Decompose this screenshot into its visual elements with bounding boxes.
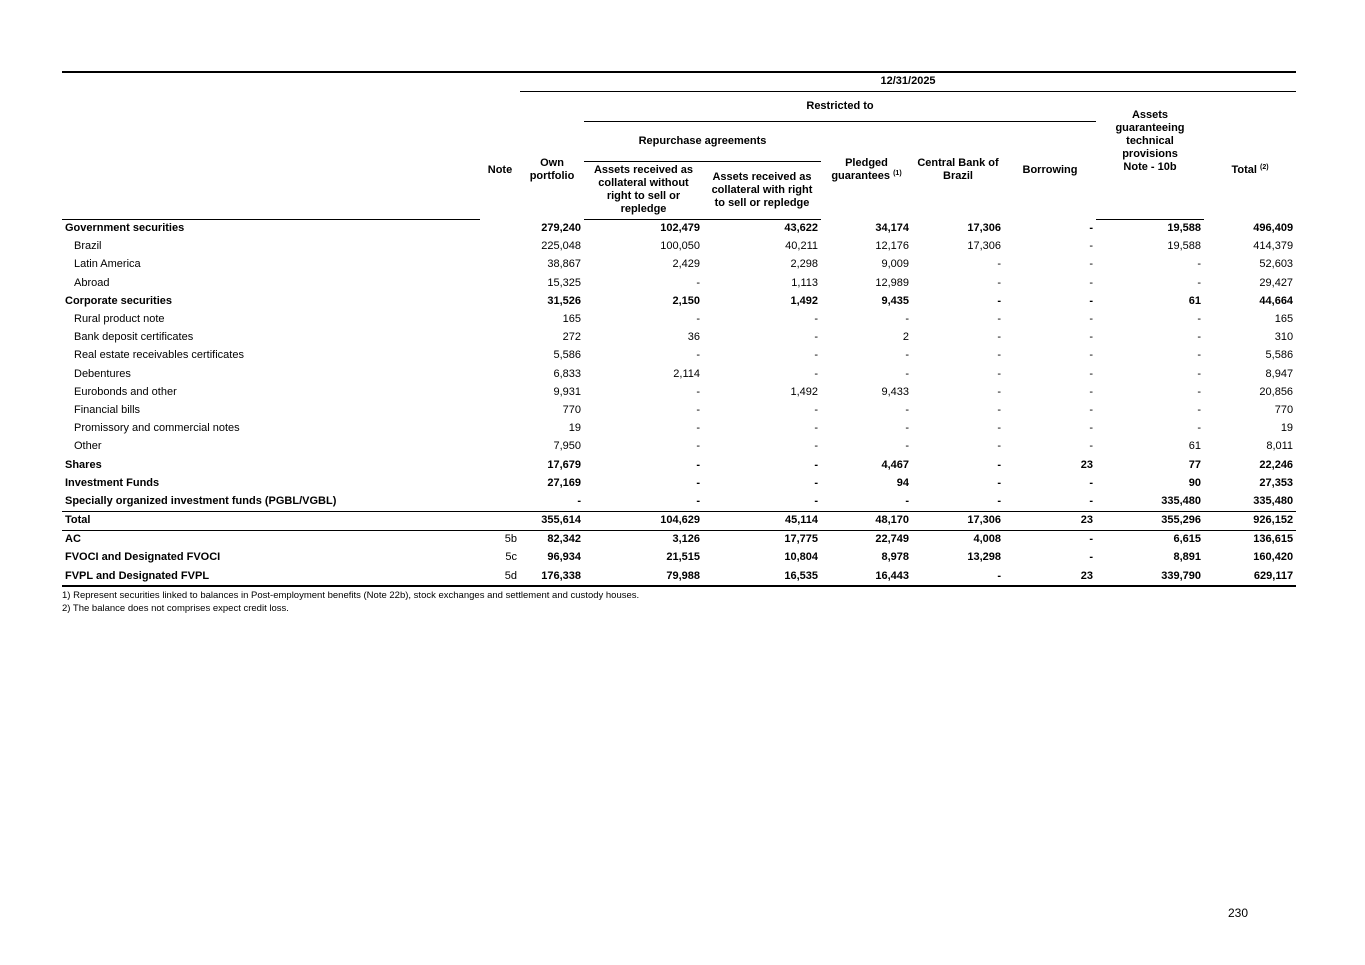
cell-borrowing: -: [1089, 331, 1093, 344]
table-row: [62, 474, 1296, 492]
cell-own: 7,950: [553, 440, 581, 453]
cell-assets: -: [1197, 349, 1201, 362]
row-note: [480, 347, 520, 365]
cell-borrowing: -: [1089, 221, 1093, 234]
cell-a1: 36: [687, 331, 700, 344]
cell-own: 38,867: [547, 258, 581, 271]
cell-cb: 13,298: [967, 551, 1001, 564]
cell-a1: 104,629: [584, 511, 703, 530]
table-row: [62, 438, 1296, 456]
cell-borrowing: 23: [1004, 567, 1096, 586]
total-header: [1204, 121, 1296, 219]
cell-own: 770: [562, 403, 581, 416]
cell-total: 136,615: [1253, 533, 1294, 546]
row-label: Bank deposit certificates: [74, 331, 194, 344]
cell-total: 8,947: [1265, 367, 1294, 380]
row-note: [480, 292, 520, 310]
row-label: Promissory and commercial notes: [74, 422, 240, 435]
cell-a1: 2,150: [672, 294, 700, 307]
cell-pledged: 12,989: [875, 276, 909, 289]
cell-pledged: 8,978: [881, 551, 909, 564]
cell-pledged: 9,435: [881, 294, 909, 307]
table-row: [62, 347, 1296, 365]
cell-borrowing: -: [1089, 551, 1093, 564]
row-label: AC: [65, 533, 81, 546]
cell-cb: -: [997, 294, 1001, 307]
restricted-to-header: Restricted to: [584, 91, 1096, 121]
cell-borrowing: -: [1089, 422, 1093, 435]
cell-own: 31,526: [547, 294, 581, 307]
table-row: [62, 383, 1296, 401]
row-label: FVPL and Designated FVPL: [62, 567, 480, 586]
cell-total: 44,664: [1259, 294, 1294, 307]
cell-a1: -: [696, 458, 700, 471]
cell-borrowing: 23: [1004, 511, 1096, 530]
cell-total: 22,246: [1259, 458, 1294, 471]
cell-assets: 19,588: [1167, 240, 1201, 253]
row-label: Other: [74, 440, 102, 453]
cell-borrowing: -: [1089, 533, 1093, 546]
cell-a2: -: [814, 367, 818, 380]
row-label: Specially organized investment funds (PGBL/VGBL): [65, 494, 337, 507]
cell-a2: 2,298: [790, 258, 818, 271]
table-row: [62, 401, 1296, 419]
cell-own: 9,931: [553, 385, 581, 398]
table-row: [62, 274, 1296, 292]
cell-a2: 1,492: [790, 385, 818, 398]
cell-a2: -: [814, 313, 818, 326]
table-row: [62, 256, 1296, 274]
cell-own: 82,342: [547, 533, 581, 546]
cell-assets: 61: [1188, 294, 1201, 307]
cell-total: 27,353: [1259, 476, 1294, 489]
cell-a2: 1,492: [790, 294, 818, 307]
cell-pledged: -: [905, 367, 909, 380]
cell-pledged: -: [905, 313, 909, 326]
cell-total: 629,117: [1204, 567, 1296, 586]
cell-borrowing: -: [1089, 276, 1093, 289]
row-label: Debentures: [74, 367, 131, 380]
cell-own: 176,338: [520, 567, 584, 586]
cell-a2: -: [814, 403, 818, 416]
cell-own: 279,240: [541, 221, 581, 234]
cell-assets: -: [1197, 422, 1201, 435]
cell-total: 20,856: [1259, 385, 1294, 398]
cell-a2: -: [814, 440, 818, 453]
row-label: Eurobonds and other: [74, 385, 177, 398]
cell-borrowing: -: [1089, 476, 1093, 489]
cell-cb: 17,306: [912, 511, 1004, 530]
row-note: [480, 474, 520, 492]
cell-cb: -: [997, 403, 1001, 416]
row-label: Abroad: [74, 276, 110, 289]
cell-own: 96,934: [547, 551, 581, 564]
cell-a2: 45,114: [703, 511, 821, 530]
row-note: [480, 456, 520, 474]
cell-assets: -: [1197, 367, 1201, 380]
cell-borrowing: -: [1089, 349, 1093, 362]
cell-cb: -: [997, 349, 1001, 362]
cell-assets: 6,615: [1173, 533, 1201, 546]
cell-own: 15,325: [547, 276, 581, 289]
cell-cb: -: [997, 385, 1001, 398]
row-note: [480, 401, 520, 419]
pledged-footnote-ref: (1): [893, 170, 902, 178]
cell-cb: -: [912, 567, 1004, 586]
row-note: 5b: [504, 533, 517, 546]
cell-a2: 16,535: [703, 567, 821, 586]
footnotes: [62, 589, 1296, 615]
cell-pledged: 9,433: [881, 385, 909, 398]
cell-borrowing: -: [1089, 367, 1093, 380]
cell-total: 926,152: [1204, 511, 1296, 530]
cell-assets: -: [1197, 385, 1201, 398]
row-note: 5c: [505, 551, 517, 564]
cell-own: 6,833: [553, 367, 581, 380]
cell-borrowing: -: [1089, 403, 1093, 416]
row-note: 5d: [480, 567, 520, 586]
cell-own: 272: [562, 331, 581, 344]
cell-a1: -: [696, 476, 700, 489]
table-row: [62, 310, 1296, 328]
cell-pledged: 12,176: [875, 240, 909, 253]
cell-cb: -: [997, 258, 1001, 271]
cell-a1: -: [696, 276, 700, 289]
cell-pledged: 16,443: [821, 567, 912, 586]
table-row: [62, 456, 1296, 474]
cell-a1: -: [696, 403, 700, 416]
cell-cb: 17,306: [967, 221, 1001, 234]
cell-total: 5,586: [1265, 349, 1294, 362]
cell-a2: -: [814, 458, 818, 471]
cell-borrowing: -: [1089, 294, 1093, 307]
cell-a1: 102,479: [660, 222, 700, 235]
repurchase-agreements-header: Repurchase agreements: [584, 121, 821, 161]
cell-a1: -: [696, 385, 700, 398]
cell-assets: -: [1197, 403, 1201, 416]
assets-with-right-header: Assets received as collateral with right to sell or repledge: [703, 161, 821, 219]
row-label: Investment Funds: [65, 476, 160, 489]
cell-a2: -: [814, 494, 818, 507]
cell-own: 19: [568, 422, 581, 435]
cell-borrowing: -: [1089, 313, 1093, 326]
cell-a1: -: [696, 422, 700, 435]
cell-cb: -: [997, 276, 1001, 289]
pledged-guarantees-label: Pledged guarantees: [831, 157, 891, 183]
table-row: [62, 219, 1296, 238]
cell-cb: -: [997, 440, 1001, 453]
own-portfolio-header: Own portfolio: [529, 157, 575, 182]
note-header: Note: [487, 163, 513, 176]
cell-pledged: 94: [896, 476, 909, 489]
row-note: [480, 329, 520, 347]
cell-a1: 2,114: [673, 367, 700, 380]
cell-total: 335,480: [1253, 494, 1294, 507]
cell-a2: 1,113: [791, 276, 818, 289]
cell-a2: 17,775: [784, 533, 818, 546]
cell-cb: -: [997, 331, 1001, 344]
row-note: [480, 219, 520, 238]
cell-pledged: -: [905, 422, 909, 435]
securities-table-container: [62, 71, 1296, 615]
cell-assets: 61: [1188, 440, 1201, 453]
cell-cb: -: [997, 367, 1001, 380]
cell-cb: -: [997, 458, 1001, 471]
cell-pledged: 34,174: [875, 221, 909, 234]
table-body: [62, 219, 1296, 586]
cell-a1: 21,515: [666, 551, 700, 564]
table-row: [62, 530, 1296, 549]
cell-total: 52,603: [1259, 258, 1294, 271]
cell-borrowing: 23: [1080, 458, 1093, 471]
row-label: Rural product note: [74, 313, 165, 326]
table-row: [62, 567, 1296, 586]
cell-own: -: [577, 494, 581, 507]
total-footnote-ref: (2): [1260, 163, 1269, 171]
pledged-guarantees-header: [821, 121, 912, 219]
cell-total: 770: [1274, 403, 1294, 416]
period-date: 12/31/2025: [520, 72, 1296, 91]
cell-assets: -: [1197, 276, 1201, 289]
table-row: [62, 549, 1296, 567]
row-label: Latin America: [74, 258, 141, 271]
table-row: [62, 365, 1296, 383]
cell-assets: 19,588: [1167, 222, 1201, 235]
cell-a2: -: [814, 476, 818, 489]
table-header: [62, 72, 1296, 219]
page-number: 230: [1228, 906, 1249, 920]
cell-borrowing: -: [1089, 385, 1093, 398]
cell-a2: -: [814, 349, 818, 362]
cell-a1: -: [696, 440, 700, 453]
assets-guaranteeing-header: Assets guaranteeing technical provisions: [1115, 109, 1185, 160]
row-note: [480, 238, 520, 256]
cell-own: 225,048: [541, 240, 581, 253]
cell-a1: 2,429: [672, 258, 700, 271]
cell-cb: -: [997, 422, 1001, 435]
cell-a1: -: [696, 349, 700, 362]
cell-assets: -: [1197, 313, 1201, 326]
table-row: [62, 511, 1296, 530]
row-note: [480, 492, 520, 511]
assets-note-header: Note - 10b: [1096, 161, 1204, 219]
cell-cb: -: [997, 476, 1001, 489]
cell-borrowing: -: [1089, 240, 1093, 253]
table-row: [62, 329, 1296, 347]
footnote-1: 1) Represent securities linked to balances in Post-employment benefits (Note 22b), stock exchanges and settlement and custody houses.: [62, 590, 640, 602]
cell-total: 310: [1274, 331, 1294, 344]
row-note: [480, 420, 520, 438]
cell-total: 19: [1280, 422, 1294, 435]
cell-assets: -: [1197, 331, 1201, 344]
cell-assets: 90: [1188, 476, 1201, 489]
cell-pledged: -: [905, 349, 909, 362]
cell-assets: 8,891: [1173, 551, 1201, 564]
cell-own: 355,614: [520, 511, 584, 530]
cell-a1: -: [696, 494, 700, 507]
row-label: Real estate receivables certificates: [74, 349, 244, 362]
securities-table: [62, 71, 1296, 587]
row-note: [480, 511, 520, 530]
table-row: [62, 420, 1296, 438]
central-bank-header: Central Bank of Brazil: [917, 157, 999, 183]
cell-pledged: -: [905, 494, 909, 507]
cell-assets: 355,296: [1096, 511, 1204, 530]
row-note: [480, 365, 520, 383]
cell-total: 165: [1274, 313, 1294, 326]
row-note: [480, 438, 520, 456]
cell-a2: -: [814, 331, 818, 344]
cell-pledged: 22,749: [875, 533, 909, 546]
footnote-2: 2) The balance does not comprises expect credit loss.: [62, 603, 289, 615]
cell-a1: 79,988: [584, 567, 703, 586]
cell-total: 8,011: [1266, 440, 1294, 453]
total-label: Total: [1231, 163, 1257, 176]
cell-total: 496,409: [1253, 221, 1294, 234]
cell-assets: 335,480: [1161, 494, 1201, 507]
row-note: [480, 256, 520, 274]
cell-total: 414,379: [1253, 240, 1294, 253]
cell-a1: 100,050: [660, 240, 700, 253]
cell-cb: 4,008: [973, 533, 1001, 546]
cell-cb: 17,306: [967, 240, 1001, 253]
cell-a2: 10,804: [784, 551, 818, 564]
assets-without-right-header: Assets received as collateral without right to sell or repledge: [584, 161, 703, 219]
cell-assets: -: [1197, 258, 1201, 271]
cell-cb: -: [997, 313, 1001, 326]
row-label: Financial bills: [74, 403, 141, 416]
cell-pledged: 9,009: [881, 258, 909, 271]
cell-borrowing: -: [1089, 258, 1093, 271]
row-label: Total: [62, 511, 480, 530]
row-label: FVOCI and Designated FVOCI: [65, 551, 221, 564]
cell-assets: 339,790: [1096, 567, 1204, 586]
cell-a2: 43,622: [784, 222, 818, 235]
cell-a2: 40,211: [785, 240, 818, 253]
cell-borrowing: -: [1089, 440, 1093, 453]
cell-own: 17,679: [547, 458, 581, 471]
cell-pledged: -: [905, 403, 909, 416]
cell-assets: 77: [1188, 458, 1201, 471]
row-label: Shares: [65, 458, 102, 471]
cell-pledged: 2: [902, 331, 909, 344]
cell-total: 29,427: [1259, 276, 1294, 289]
table-row: [62, 238, 1296, 256]
cell-a1: 3,126: [672, 533, 700, 546]
row-note: [480, 274, 520, 292]
cell-a1: -: [696, 313, 700, 326]
cell-own: 27,169: [547, 476, 581, 489]
row-label: Corporate securities: [65, 294, 172, 307]
cell-own: 165: [562, 313, 581, 326]
table-row: [62, 492, 1296, 511]
row-note: [480, 383, 520, 401]
cell-pledged: -: [905, 440, 909, 453]
cell-a2: -: [814, 422, 818, 435]
cell-cb: -: [997, 494, 1001, 507]
cell-pledged: 4,467: [881, 458, 909, 471]
row-note: [480, 310, 520, 328]
table-row: [62, 292, 1296, 310]
row-label: Brazil: [74, 240, 102, 253]
row-label: Government securities: [65, 222, 185, 235]
cell-pledged: 48,170: [821, 511, 912, 530]
cell-borrowing: -: [1089, 494, 1093, 507]
cell-total: 160,420: [1253, 551, 1294, 564]
cell-own: 5,586: [553, 349, 581, 362]
borrowing-header: Borrowing: [1022, 163, 1078, 176]
